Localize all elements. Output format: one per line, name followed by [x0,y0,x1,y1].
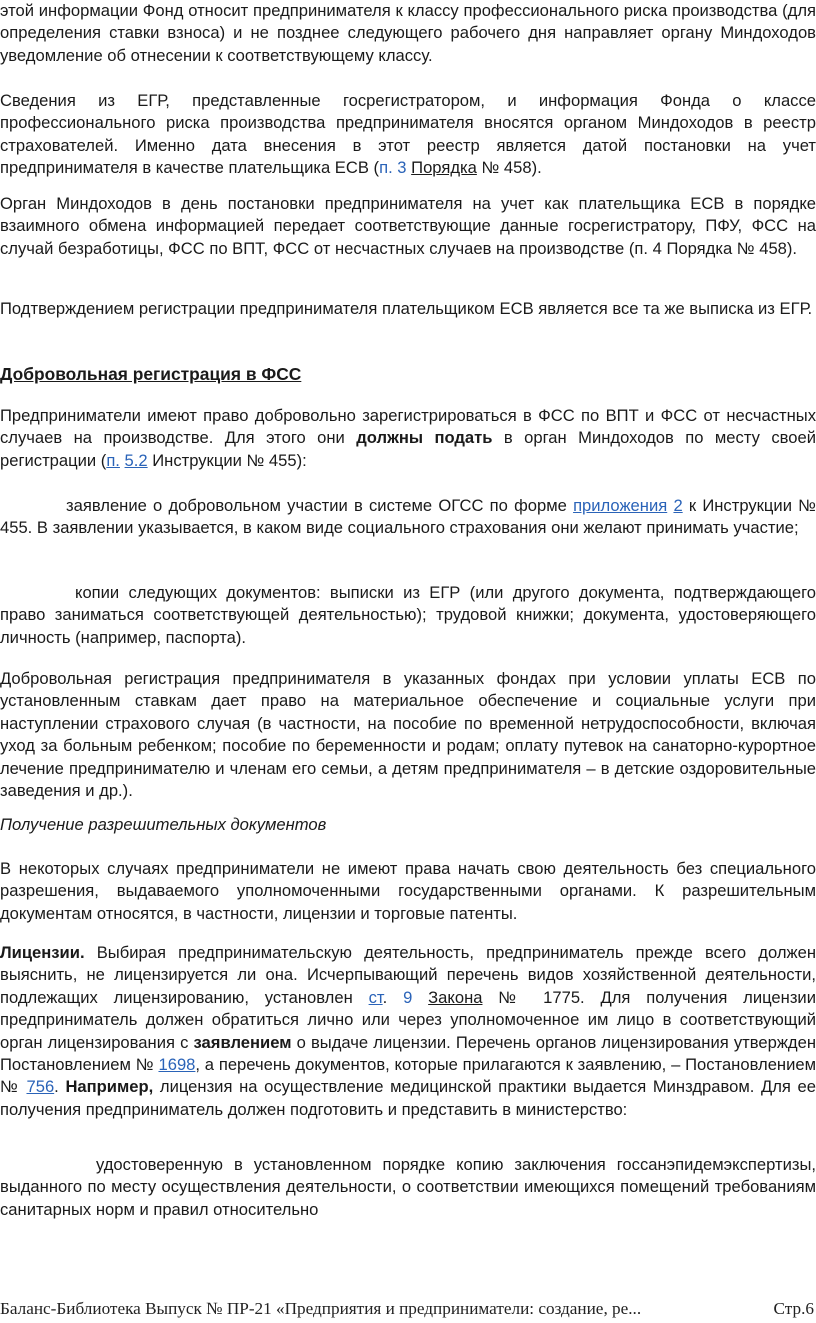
paragraph-voluntary [0,405,816,472]
link-article[interactable]: ст [368,987,383,1007]
paragraph-text: . [382,987,388,1007]
link-5-2[interactable]: 5.2 [124,450,148,470]
page-number: Стр.6 [773,1299,814,1318]
link-p[interactable]: п. [106,450,120,470]
paragraph-text: Предприниматели имеют право добровольно зарегистрироваться в ФСС по ВПТ и ФСС от несчастных случаев на производстве. Для этого они [0,406,816,448]
paragraph-fund-class [0,0,816,67]
paragraph-text: Орган Миндоходов в день постановки предпринимателя на учет как плательщика ЕСВ в порядке взаимного обмена информацией передает соответствующие данные госрегистратору, ПФУ, ФСС на случай безработицы, ФСС по ВПТ, ФСС от несчастных случаев на производстве (п. 4 Порядка № 458). [0,194,816,258]
paragraph-text: о выдаче лицензии. Перечень органов лицензирования утвержден Постановлением № [0,1032,816,1075]
subheading-permits: Получение разрешительных документов [0,815,327,834]
paragraph-text [412,988,428,1007]
paragraph-text: Подтверждением регистрации предпринимателя плательщиком ЕСВ является все та же выписка из ЕГР. [0,299,813,318]
paragraph-permits [0,858,816,925]
paragraph-data-exchange [0,193,816,260]
section-heading: Добровольная регистрация в ФСС [0,364,302,384]
paragraph-text: удостоверенную в установленном порядке копию заключения госсанэпидемэкспертизы, выданного по месту осуществления деятельности, о соответствии имеющихся помещений требованиям санитарных норм и правил относительно [0,1155,816,1219]
paragraph-text: Выбирая предпринимательскую деятельность, предприниматель прежде всего должен выяснить, не лицензируется ли она. Исчерпывающий перечень видов хозяйственной деятельности, подлежащих лицензированию, установлен [0,943,816,1007]
list-item-application [0,495,816,540]
paragraph-text: В некоторых случаях предприниматели не имеют права начать свою деятельность без специального разрешения, выдаваемого уполномоченными государственными органами. К разрешительным документам относятся, в частности, лицензии и торговые патенты. [0,859,816,923]
list-item-certified-copy [0,1154,816,1221]
bold-text: Например, [65,1077,154,1097]
paragraph-text: Сведения из ЕГР, представленные госрегистратором, и информация Фонда о классе профессионального риска производства предпринимателя вносятся органом Миндоходов в реестр страхователей. Именно дата внесения в этот реестр является датой постановки на учет предпринимателя в качестве плательщика ЕСВ ( [0,91,816,178]
paragraph-licenses [0,942,816,1121]
paragraph-text: лицензия на осуществление медицинской практики выдается Минздравом. Для ее получения предприниматель должен подготовить и представить в министерство: [0,1077,816,1119]
link-appendix[interactable]: приложения [573,496,668,515]
paragraph-text: заявление о добровольном участии в системе ОГСС по форме [66,496,574,515]
link-resolution-756[interactable]: 756 [26,1077,55,1097]
link-article-9[interactable]: 9 [403,987,413,1007]
paragraph-egr-info [0,90,816,180]
link-appendix-2[interactable]: 2 [673,496,683,515]
paragraph-text: к Инструкции № 455. В заявлении указывается, в каком виде социального страхования они желают принимать участие; [0,496,816,538]
link-resolution-1698[interactable]: 1698 [158,1055,196,1075]
page-footer [0,1298,816,1320]
paragraph-text: № 458). [476,158,542,178]
paragraph-text: копии следующих документов: выписки из ЕГР (или другого документа, подтверждающего право заниматься соответствующей деятельностью); трудовой книжки; документа, удостоверяющего личность (например, паспорта). [0,583,816,647]
paragraph-text: Добровольная регистрация предпринимателя в указанных фондах при условии уплаты ЕСВ по установленным ставкам дает право на материальное обеспечение и социальные услуги при наступлении страхового случая (в частности, на пособие по временной нетрудоспособности, включая уход за больным ребенком; пособие по беременности и родам; оплату путевок на санаторно-курортное лечение предпринимателю и членам его семьи, а детям предпринимателя – в детские оздоровительные заведения и др.). [0,669,816,801]
paragraph-benefits [0,668,816,802]
bold-lead: Лицензии. [0,943,85,962]
paragraph-text: , а перечень документов, которые прилагаются к заявлению, – Постановлением № [0,1055,816,1097]
paragraph-text: этой информации Фонд относит предпринимателя к классу профессионального риска производства (для определения ставки взноса) и не позднее следующего рабочего дня направляет органу Миндоходов уведомление об отнесении к соответствующему классу. [0,1,816,65]
link-law[interactable]: Закона [428,987,483,1007]
paragraph-text: в орган Миндоходов по месту своей регистрации ( [0,428,816,470]
paragraph-text: . [54,1077,66,1097]
link-p3[interactable]: п. 3 [379,158,407,178]
bold-text: заявлением [193,1032,292,1052]
list-item-copies [0,582,816,649]
paragraph-text: № 1775. Для получения лицензии предприниматель должен обратиться лично или через уполномоченное им лицо в соответствующий орган лицензирования с [0,987,816,1052]
bold-text: должны подать [356,428,493,448]
paragraph-text: Инструкции № 455): [147,450,307,470]
paragraph-confirmation [0,298,816,320]
link-order[interactable]: Порядка [411,158,477,178]
footer-title: Баланс-Библиотека Выпуск № ПР-21 «Предприятия и предприниматели: создание, ре... [0,1299,642,1318]
